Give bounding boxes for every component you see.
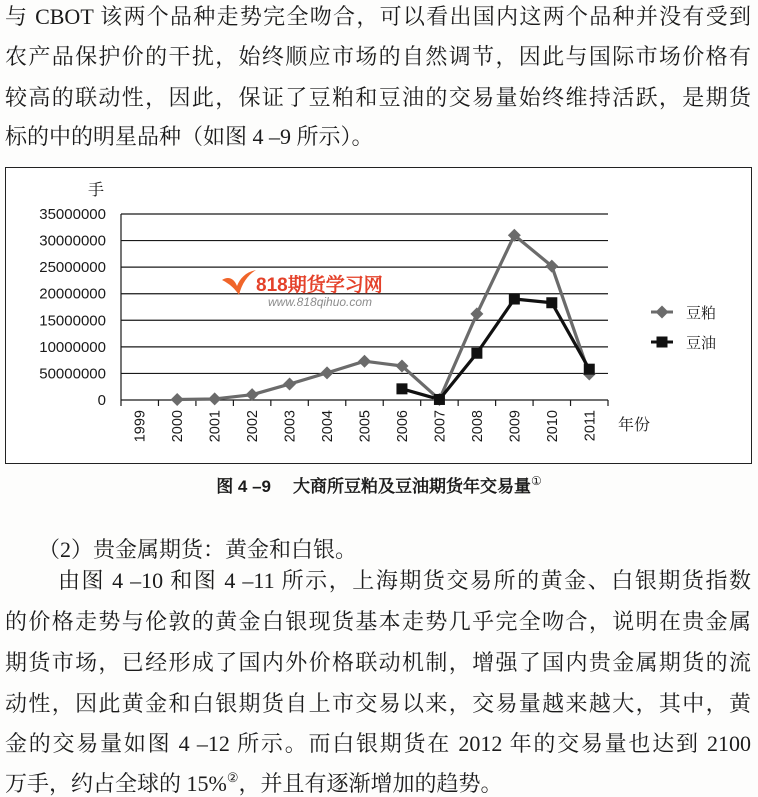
soybean-meal-legend-marker bbox=[656, 306, 669, 319]
x-tick-label: 2006 bbox=[394, 410, 411, 443]
soybean-oil-line bbox=[402, 299, 589, 399]
paragraph-line: 与 CBOT 该两个品种走势完全吻合，可以看出国内这两个品种并没有受到 bbox=[5, 4, 751, 29]
x-tick-label: 2011 bbox=[582, 410, 599, 442]
paragraph-line: 标的中的明星品种（如图 4 –9 所示）。 bbox=[5, 124, 374, 149]
soybean-oil-point-2010 bbox=[546, 297, 557, 308]
y-tick-label: 35000000 bbox=[39, 206, 106, 223]
x-tick-label: 1999 bbox=[132, 410, 149, 443]
x-tick-label: 2001 bbox=[207, 410, 224, 443]
figure-caption-label: 图 4 –9 bbox=[216, 477, 272, 496]
x-tick-label: 2000 bbox=[170, 410, 187, 443]
soybean-meal-point-2004 bbox=[321, 366, 334, 379]
soybean-meal-legend-label: 豆粕 bbox=[686, 306, 717, 322]
x-tick-label: 2002 bbox=[245, 410, 262, 443]
x-tick-label: 2007 bbox=[432, 410, 449, 443]
x-tick-label: 2008 bbox=[469, 410, 486, 443]
x-tick-label: 2004 bbox=[320, 410, 337, 443]
x-axis-label: 年份 bbox=[618, 417, 651, 434]
soybean-meal-point-2001 bbox=[208, 392, 221, 405]
chart-figure bbox=[5, 167, 752, 464]
soybean-oil-point-2007 bbox=[434, 394, 445, 405]
axes bbox=[121, 214, 608, 406]
paragraph-line: 动性，因此黄金和白银期货自上市交易以来，交易量越来越大，其中，黄 bbox=[5, 691, 751, 716]
soybean-meal-line bbox=[177, 235, 589, 399]
watermark-url: www.818qihuo.com bbox=[268, 295, 373, 309]
soybean-oil-legend-label: 豆油 bbox=[686, 336, 717, 352]
paragraph-text: ，并且有逐渐增加的趋势。 bbox=[238, 771, 503, 796]
figure-caption-text: 大商所豆粕及豆油期货年交易量 bbox=[293, 477, 532, 496]
soybean-meal-point-2002 bbox=[246, 388, 259, 401]
footnote-mark: ② bbox=[226, 771, 239, 785]
soybean-oil-point-2008 bbox=[471, 348, 482, 359]
soybean-meal-point-2005 bbox=[358, 355, 371, 368]
watermark-logo-icon bbox=[222, 270, 256, 295]
paragraph-line: 期货市场，已经形成了国内外价格联动机制，增强了国内贵金属期货的流 bbox=[5, 650, 751, 675]
soybean-meal-point-2008 bbox=[470, 307, 483, 320]
y-tick-label: 15000000 bbox=[39, 312, 106, 330]
paragraph-line: 农产品保护价的干扰，始终顺应市场的自然调节，因此与国际市场价格有 bbox=[5, 44, 751, 69]
x-tick-label: 2003 bbox=[282, 410, 299, 443]
x-tick-label: 2009 bbox=[507, 410, 524, 443]
y-tick-label: 20000000 bbox=[39, 285, 106, 303]
paragraph-line bbox=[5, 771, 751, 797]
soybean-meal-point-2000 bbox=[171, 393, 184, 406]
paragraph-text: 万手，约占全球的 15% bbox=[5, 771, 227, 796]
paragraph-line: 由图 4 –10 和图 4 –11 所示，上海期货交易所的黄金、白银期货指数 bbox=[58, 568, 751, 593]
figure-caption-footnote-mark: ① bbox=[531, 474, 542, 488]
watermark bbox=[222, 270, 383, 309]
chart-svg bbox=[6, 168, 751, 463]
soybean-oil-point-2006 bbox=[396, 383, 407, 394]
paragraph-line: 较高的联动性，因此，保证了豆粕和豆油的交易量始终维持活跃，是期货 bbox=[5, 85, 751, 110]
y-tick-label: 10000000 bbox=[39, 338, 106, 356]
soybean-oil-legend-marker bbox=[657, 337, 668, 348]
figure-caption bbox=[0, 476, 758, 498]
y-tick-label: 25000000 bbox=[39, 259, 106, 277]
series bbox=[171, 229, 596, 406]
section-heading: （2）贵金属期货：黄金和白银。 bbox=[38, 537, 358, 562]
x-tick-label: 2010 bbox=[544, 410, 561, 443]
y-tick-label: 50000000 bbox=[39, 365, 106, 383]
soybean-oil-point-2009 bbox=[509, 294, 520, 305]
y-axis-label: 手 bbox=[87, 182, 105, 199]
paragraph-line: 的价格走势与伦敦的黄金白银现货基本走势几乎完全吻合，说明在贵金属 bbox=[5, 609, 751, 634]
paragraph-line: 金的交易量如图 4 –12 所示。而白银期货在 2012 年的交易量也达到 2100 bbox=[5, 731, 751, 756]
watermark-name: 818期货学习网 bbox=[256, 275, 383, 296]
legend bbox=[651, 305, 716, 352]
y-tick-label: 30000000 bbox=[39, 232, 106, 250]
soybean-oil-point-2011 bbox=[584, 364, 595, 375]
soybean-meal-point-2003 bbox=[283, 378, 296, 391]
x-tick-label: 2005 bbox=[357, 410, 374, 443]
y-tick-label: 0 bbox=[97, 392, 106, 409]
